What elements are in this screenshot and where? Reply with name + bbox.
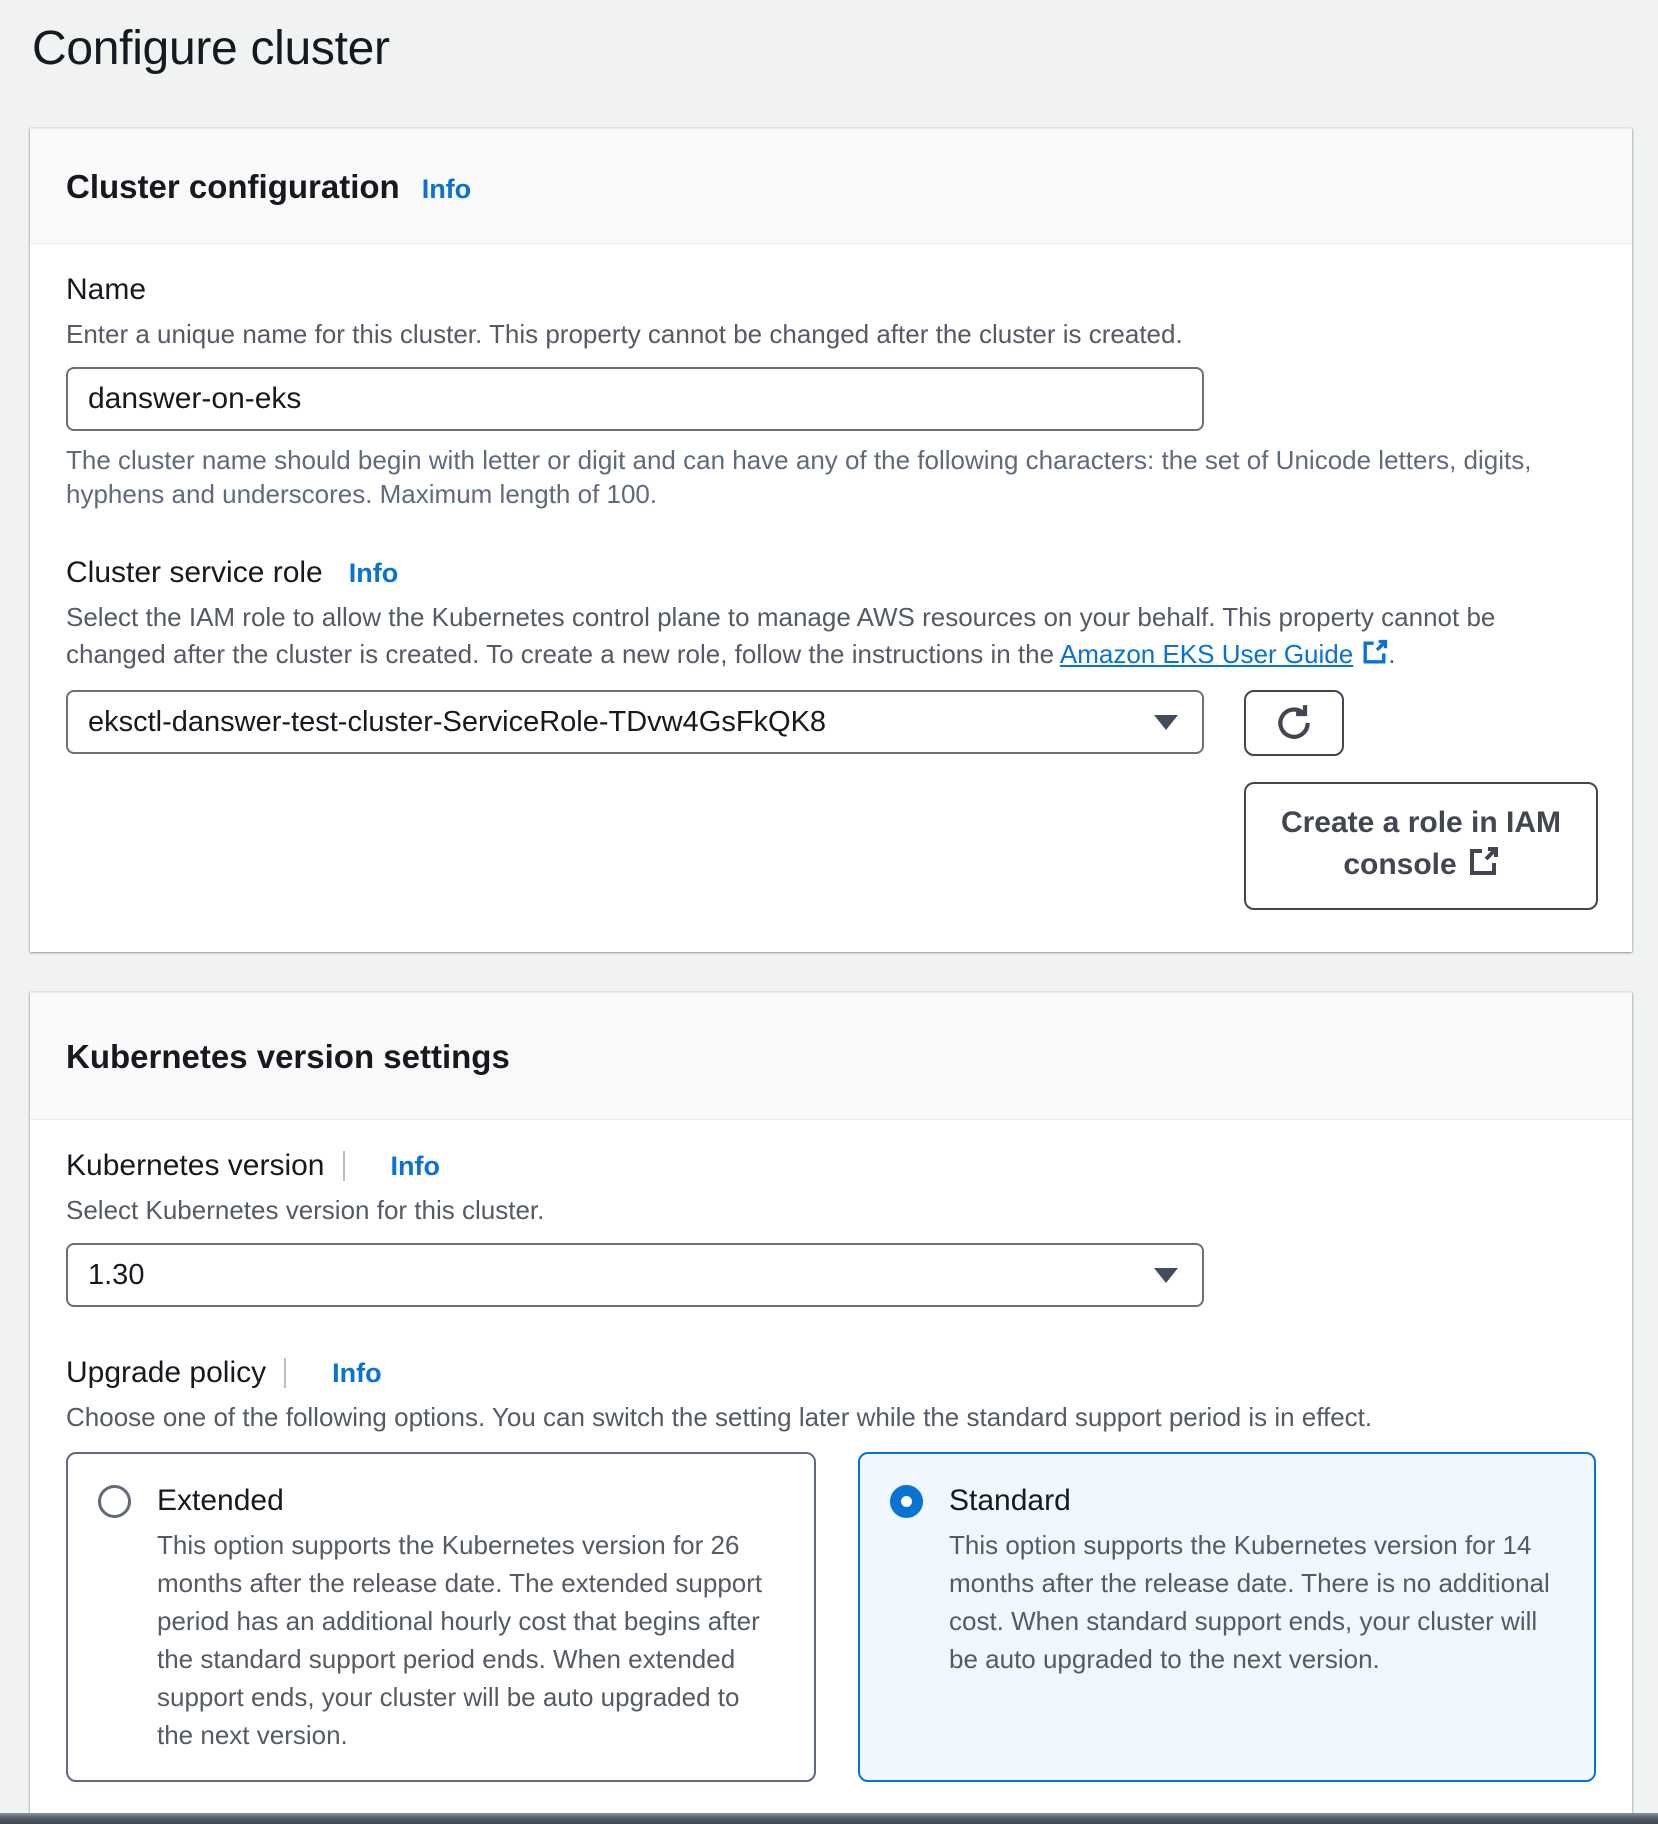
name-constraint-text: The cluster name should begin with letter or digit and can have any of the following characters: the set of Unicode letters, digits, hyphens and underscores. Maximum length of 100. bbox=[66, 445, 1532, 509]
service-role-select[interactable] bbox=[66, 690, 1204, 754]
name-label: Name bbox=[66, 273, 147, 306]
name-field-group bbox=[66, 270, 1596, 511]
cluster-configuration-title: Cluster configuration bbox=[66, 168, 400, 205]
option-content bbox=[157, 1480, 777, 1754]
kubernetes-version-select-row bbox=[66, 1243, 1596, 1307]
option-label: Standard bbox=[949, 1484, 1071, 1517]
service-role-description-suffix: . bbox=[1388, 639, 1396, 669]
service-role-info-link[interactable]: Info bbox=[348, 557, 399, 588]
radio-button[interactable] bbox=[98, 1485, 131, 1518]
chevron-down-icon bbox=[1154, 1268, 1178, 1283]
external-link-icon bbox=[1467, 846, 1499, 890]
option-description: This option supports the Kubernetes version for 14 months after the release date. There is no additional cost. When standard support ends, your cluster will be auto upgraded to the next version. bbox=[949, 1530, 1550, 1674]
kubernetes-version-settings-section bbox=[30, 992, 1632, 1824]
cluster-configuration-info-link[interactable]: Info bbox=[421, 174, 472, 204]
chevron-down-icon bbox=[1154, 715, 1178, 730]
cluster-configuration-section bbox=[30, 128, 1632, 952]
option-content bbox=[949, 1480, 1564, 1678]
upgrade-policy-option-standard[interactable] bbox=[858, 1452, 1596, 1782]
upgrade-policy-info-link[interactable]: Info bbox=[332, 1357, 382, 1388]
service-role-controls bbox=[66, 690, 1596, 910]
kubernetes-version-selected-value: 1.30 bbox=[88, 1258, 145, 1291]
upgrade-policy-label-row bbox=[66, 1353, 1596, 1393]
service-role-label: Cluster service role bbox=[66, 556, 323, 589]
kubernetes-version-label-row bbox=[66, 1146, 1596, 1186]
service-role-selected-value: eksctl-danswer-test-cluster-ServiceRole-TDvw4GsFkQK8 bbox=[88, 705, 827, 738]
create-role-button-label: Create a role in IAM console bbox=[1280, 806, 1562, 881]
kubernetes-version-settings-header bbox=[30, 993, 1632, 1120]
eks-user-guide-link[interactable]: Amazon EKS User Guide bbox=[1059, 639, 1354, 669]
name-description: Enter a unique name for this cluster. This property cannot be changed after the cluster is created. bbox=[66, 319, 1183, 349]
refresh-icon bbox=[1273, 702, 1315, 744]
kubernetes-version-label: Kubernetes version bbox=[66, 1149, 325, 1182]
page-title: Configure cluster bbox=[32, 22, 390, 75]
service-role-description-prefix: Select the IAM role to allow the Kubernetes control plane to manage AWS resources on your behalf. This property cannot be changed after the cluster is created. To create a new role, follow the instructions in the bbox=[66, 602, 1496, 669]
kubernetes-version-settings-body bbox=[30, 1120, 1632, 1824]
upgrade-policy-label: Upgrade policy bbox=[66, 1356, 267, 1389]
service-role-field-group bbox=[66, 553, 1596, 910]
kubernetes-version-settings-title: Kubernetes version settings bbox=[66, 1038, 510, 1075]
option-label: Extended bbox=[157, 1484, 284, 1517]
external-link-icon bbox=[1361, 639, 1388, 676]
create-role-button[interactable] bbox=[1244, 782, 1598, 910]
option-description: This option supports the Kubernetes version for 26 months after the release date. The extended support period has an additional hourly cost that begins after the standard support period ends. When extended support ends, your cluster will be auto upgraded to the next version. bbox=[157, 1530, 763, 1750]
cluster-configuration-body bbox=[30, 244, 1632, 952]
bottom-bar bbox=[0, 1813, 1658, 1824]
kubernetes-version-select[interactable] bbox=[66, 1243, 1204, 1307]
kubernetes-version-description: Select Kubernetes version for this cluster. bbox=[66, 1195, 545, 1225]
cluster-configuration-header bbox=[30, 129, 1632, 244]
service-role-label-row bbox=[66, 553, 1596, 593]
kubernetes-version-info-link[interactable]: Info bbox=[390, 1150, 440, 1181]
upgrade-policy-field-group bbox=[66, 1353, 1596, 1782]
radio-button[interactable] bbox=[890, 1485, 923, 1518]
cluster-name-input[interactable] bbox=[66, 367, 1204, 431]
label-separator bbox=[284, 1358, 286, 1388]
refresh-roles-button[interactable] bbox=[1244, 690, 1344, 756]
kubernetes-version-field-group bbox=[66, 1146, 1596, 1307]
service-role-description bbox=[66, 599, 1596, 676]
upgrade-policy-options bbox=[66, 1452, 1596, 1782]
upgrade-policy-option-extended[interactable] bbox=[66, 1452, 816, 1782]
label-separator bbox=[343, 1151, 345, 1181]
upgrade-policy-description: Choose one of the following options. You can switch the setting later while the standard support period is in effect. bbox=[66, 1402, 1373, 1432]
